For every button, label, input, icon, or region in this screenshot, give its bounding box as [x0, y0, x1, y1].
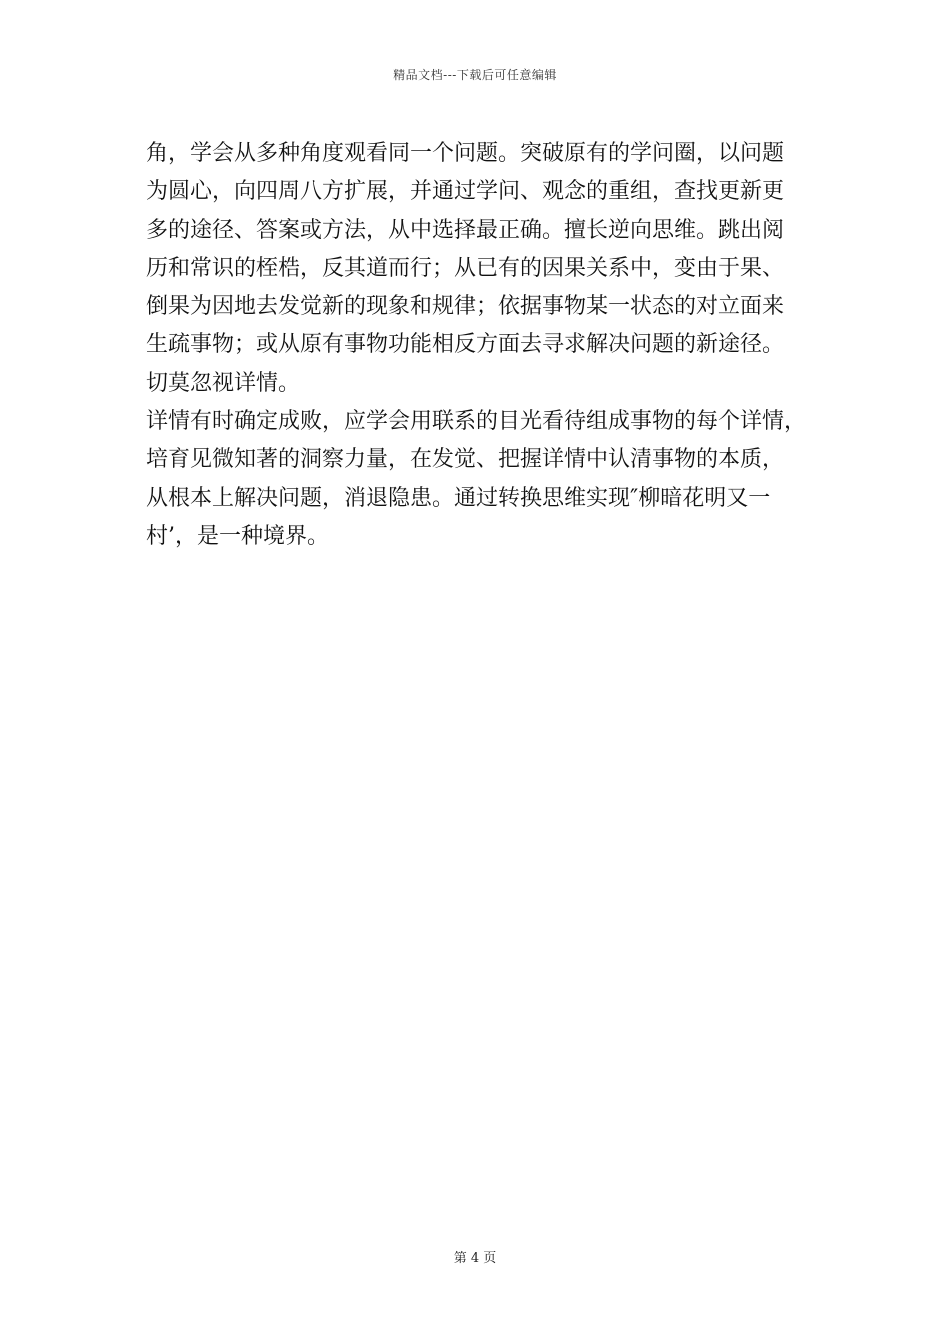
- document-body: [146, 135, 846, 556]
- body-line-6: 生疏事物；或从原有事物功能相反方面去寻求解决问题的新途径。: [146, 332, 785, 358]
- body-line-8: 详情有时确定成败，应学会用联系的目光看待组成事物的每个详情，: [146, 409, 807, 435]
- body-line-9: 培育见微知著的洞察力量，在发觉、把握详情中认清事物的本质，: [146, 447, 785, 473]
- body-line-3: 多的途径、答案或方法，从中选择最正确。擅长逆向思维。跳出阅: [146, 217, 785, 243]
- body-line-2: 为圆心，向四周八方扩展，并通过学问、观念的重组，查找更新更: [146, 179, 785, 205]
- page-number: 第 4 页: [453, 1251, 497, 1266]
- body-line-11: 村’，是一种境界。: [146, 523, 329, 549]
- body-line-1: 角，学会从多种角度观看同一个问题。突破原有的学问圈，以问题: [146, 141, 785, 166]
- body-line-10: 从根本上解决问题，消退隐患。通过转换思维实现″柳暗花明又一: [146, 485, 771, 511]
- body-line-7: 切莫忽视详情。: [146, 370, 301, 396]
- body-line-4: 历和常识的桎梏，反其道而行；从已有的因果关系中，变由于果、: [146, 255, 785, 281]
- page-header: 精品文档---下载后可任意编辑: [393, 68, 557, 82]
- body-line-5: 倒果为因地去发觉新的现象和规律；依据事物某一状态的对立面来: [146, 294, 785, 320]
